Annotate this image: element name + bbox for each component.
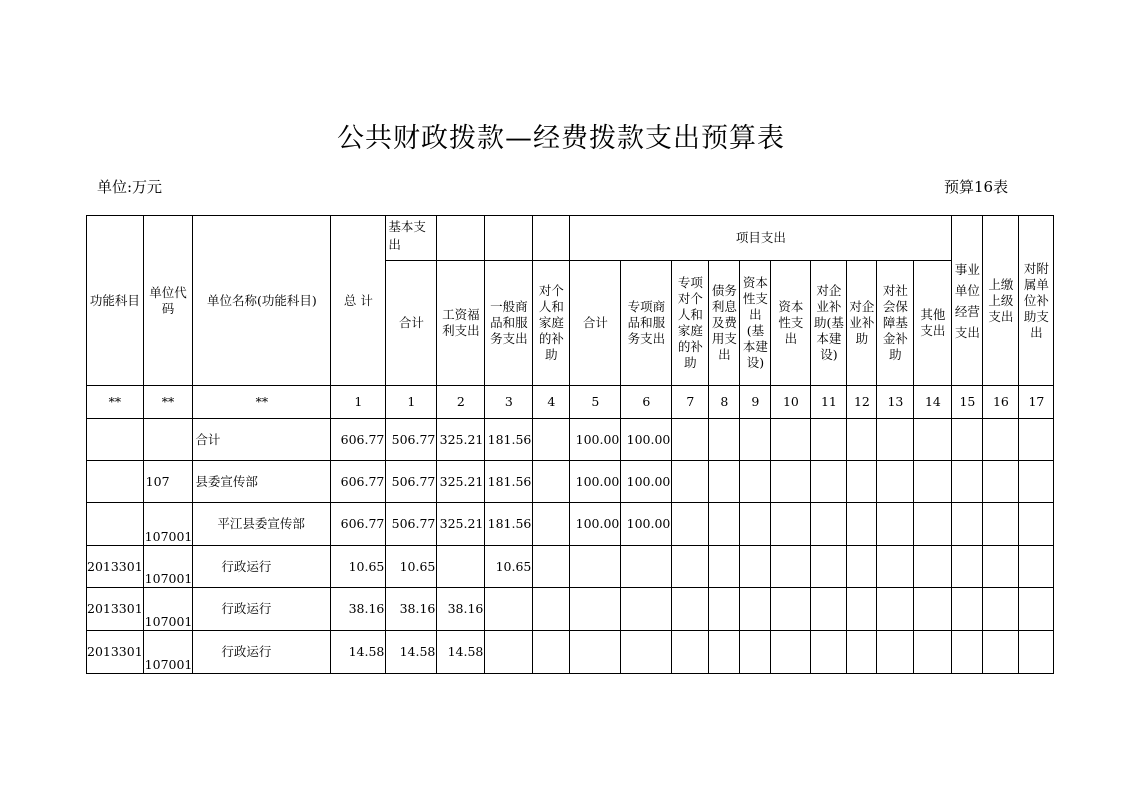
func-cell: 2013301: [87, 588, 144, 631]
index-cell: 4: [533, 386, 570, 419]
proj-goods-cell: [621, 631, 672, 674]
index-cell: 1: [331, 386, 386, 419]
header-func-subject: 功能科目: [87, 216, 144, 386]
page-title: 公共财政拨款—经费拨款支出预算表: [337, 123, 785, 154]
header-basic: 基本支出: [386, 216, 437, 261]
index-cell: **: [193, 386, 331, 419]
goods-cell: 181.56: [485, 419, 533, 461]
index-cell: 13: [877, 386, 914, 419]
header-proj-personal: 专项对个人和家庭的补助: [672, 261, 709, 386]
index-cell: 6: [621, 386, 672, 419]
total-cell: 606.77: [331, 461, 386, 503]
index-cell: 11: [811, 386, 847, 419]
proj-total-cell: [570, 546, 621, 588]
index-row: [87, 386, 1054, 419]
salary-cell: 14.58: [437, 631, 485, 674]
header-capital-build: 资本性支出(基本建设): [740, 261, 771, 386]
table-row: [87, 631, 1054, 674]
proj-goods-cell: [621, 546, 672, 588]
name-cell: 合计: [193, 419, 331, 461]
index-cell: **: [143, 386, 193, 419]
header-total: 总 计: [331, 216, 386, 386]
proj-total-cell: 100.00: [570, 503, 621, 546]
table-row: [87, 546, 1054, 588]
header-social: 对社会保障基金补助: [877, 261, 914, 386]
name-cell: 行政运行: [193, 546, 331, 588]
header-other: 其他支出: [914, 261, 952, 386]
func-cell: [87, 419, 144, 461]
total-cell: 606.77: [331, 503, 386, 546]
unit-label: 单位:万元: [97, 178, 163, 196]
proj-total-cell: 100.00: [570, 461, 621, 503]
salary-cell: 38.16: [437, 588, 485, 631]
salary-cell: 325.21: [437, 503, 485, 546]
header-affiliated: 对附属单位补助支出: [1019, 216, 1054, 386]
index-cell: 17: [1019, 386, 1054, 419]
header-business: 事业单位经营支出: [952, 216, 983, 386]
header-unit-name: 单位名称(功能科目): [193, 216, 331, 386]
total-cell: 38.16: [331, 588, 386, 631]
budget-table: [86, 215, 1054, 674]
code-cell: 107001: [143, 631, 193, 674]
code-cell: 107: [143, 461, 193, 503]
goods-cell: [485, 588, 533, 631]
basic-total-cell: 14.58: [386, 631, 437, 674]
basic-total-cell: 506.77: [386, 419, 437, 461]
code-cell: 107001: [143, 503, 193, 546]
index-cell: 15: [952, 386, 983, 419]
header-personal: 对个人和家庭的补助: [533, 261, 570, 386]
table-code: 预算16表: [944, 178, 1009, 196]
header-proj-goods: 专项商品和服务支出: [621, 261, 672, 386]
index-cell: 16: [983, 386, 1019, 419]
index-cell: 8: [709, 386, 740, 419]
index-cell: **: [87, 386, 144, 419]
table-row: [87, 419, 1054, 461]
index-cell: 1: [386, 386, 437, 419]
index-cell: 9: [740, 386, 771, 419]
proj-goods-cell: 100.00: [621, 419, 672, 461]
salary-cell: 325.21: [437, 419, 485, 461]
func-cell: [87, 503, 144, 546]
index-cell: 10: [771, 386, 811, 419]
table-row: [87, 461, 1054, 503]
header-enterprise: 对企业补助: [847, 261, 877, 386]
basic-total-cell: 38.16: [386, 588, 437, 631]
header-debt: 债务利息及费用支出: [709, 261, 740, 386]
salary-cell: 325.21: [437, 461, 485, 503]
header-enterprise-build: 对企业补助(基本建设): [811, 261, 847, 386]
header-upper: 上缴上级支出: [983, 216, 1019, 386]
name-cell: 县委宣传部: [193, 461, 331, 503]
header-proj-total: 合计: [570, 261, 621, 386]
index-cell: 2: [437, 386, 485, 419]
code-cell: [143, 419, 193, 461]
index-cell: 12: [847, 386, 877, 419]
basic-total-cell: 506.77: [386, 461, 437, 503]
table-row: [87, 503, 1054, 546]
goods-cell: 10.65: [485, 546, 533, 588]
index-cell: 5: [570, 386, 621, 419]
header-capital: 资本性支出: [771, 261, 811, 386]
name-cell: 行政运行: [193, 631, 331, 674]
basic-total-cell: 10.65: [386, 546, 437, 588]
code-cell: 107001: [143, 588, 193, 631]
total-cell: 10.65: [331, 546, 386, 588]
header-basic-total: 合计: [386, 261, 437, 386]
goods-cell: 181.56: [485, 461, 533, 503]
goods-cell: [485, 631, 533, 674]
func-cell: [87, 461, 144, 503]
func-cell: 2013301: [87, 631, 144, 674]
func-cell: 2013301: [87, 546, 144, 588]
index-cell: 7: [672, 386, 709, 419]
name-cell: 行政运行: [193, 588, 331, 631]
proj-total-cell: [570, 588, 621, 631]
header-salary: 工资福利支出: [437, 261, 485, 386]
goods-cell: 181.56: [485, 503, 533, 546]
proj-goods-cell: 100.00: [621, 461, 672, 503]
table-row: [87, 588, 1054, 631]
basic-total-cell: 506.77: [386, 503, 437, 546]
index-cell: 3: [485, 386, 533, 419]
total-cell: 14.58: [331, 631, 386, 674]
code-cell: 107001: [143, 546, 193, 588]
proj-goods-cell: [621, 588, 672, 631]
header-project: 项目支出: [570, 216, 952, 261]
total-cell: 606.77: [331, 419, 386, 461]
proj-total-cell: [570, 631, 621, 674]
header-unit-code: 单位代码: [143, 216, 193, 386]
salary-cell: [437, 546, 485, 588]
proj-total-cell: 100.00: [570, 419, 621, 461]
name-cell: 平江县委宣传部: [193, 503, 331, 546]
proj-goods-cell: 100.00: [621, 503, 672, 546]
header-goods: 一般商品和服务支出: [485, 261, 533, 386]
index-cell: 14: [914, 386, 952, 419]
